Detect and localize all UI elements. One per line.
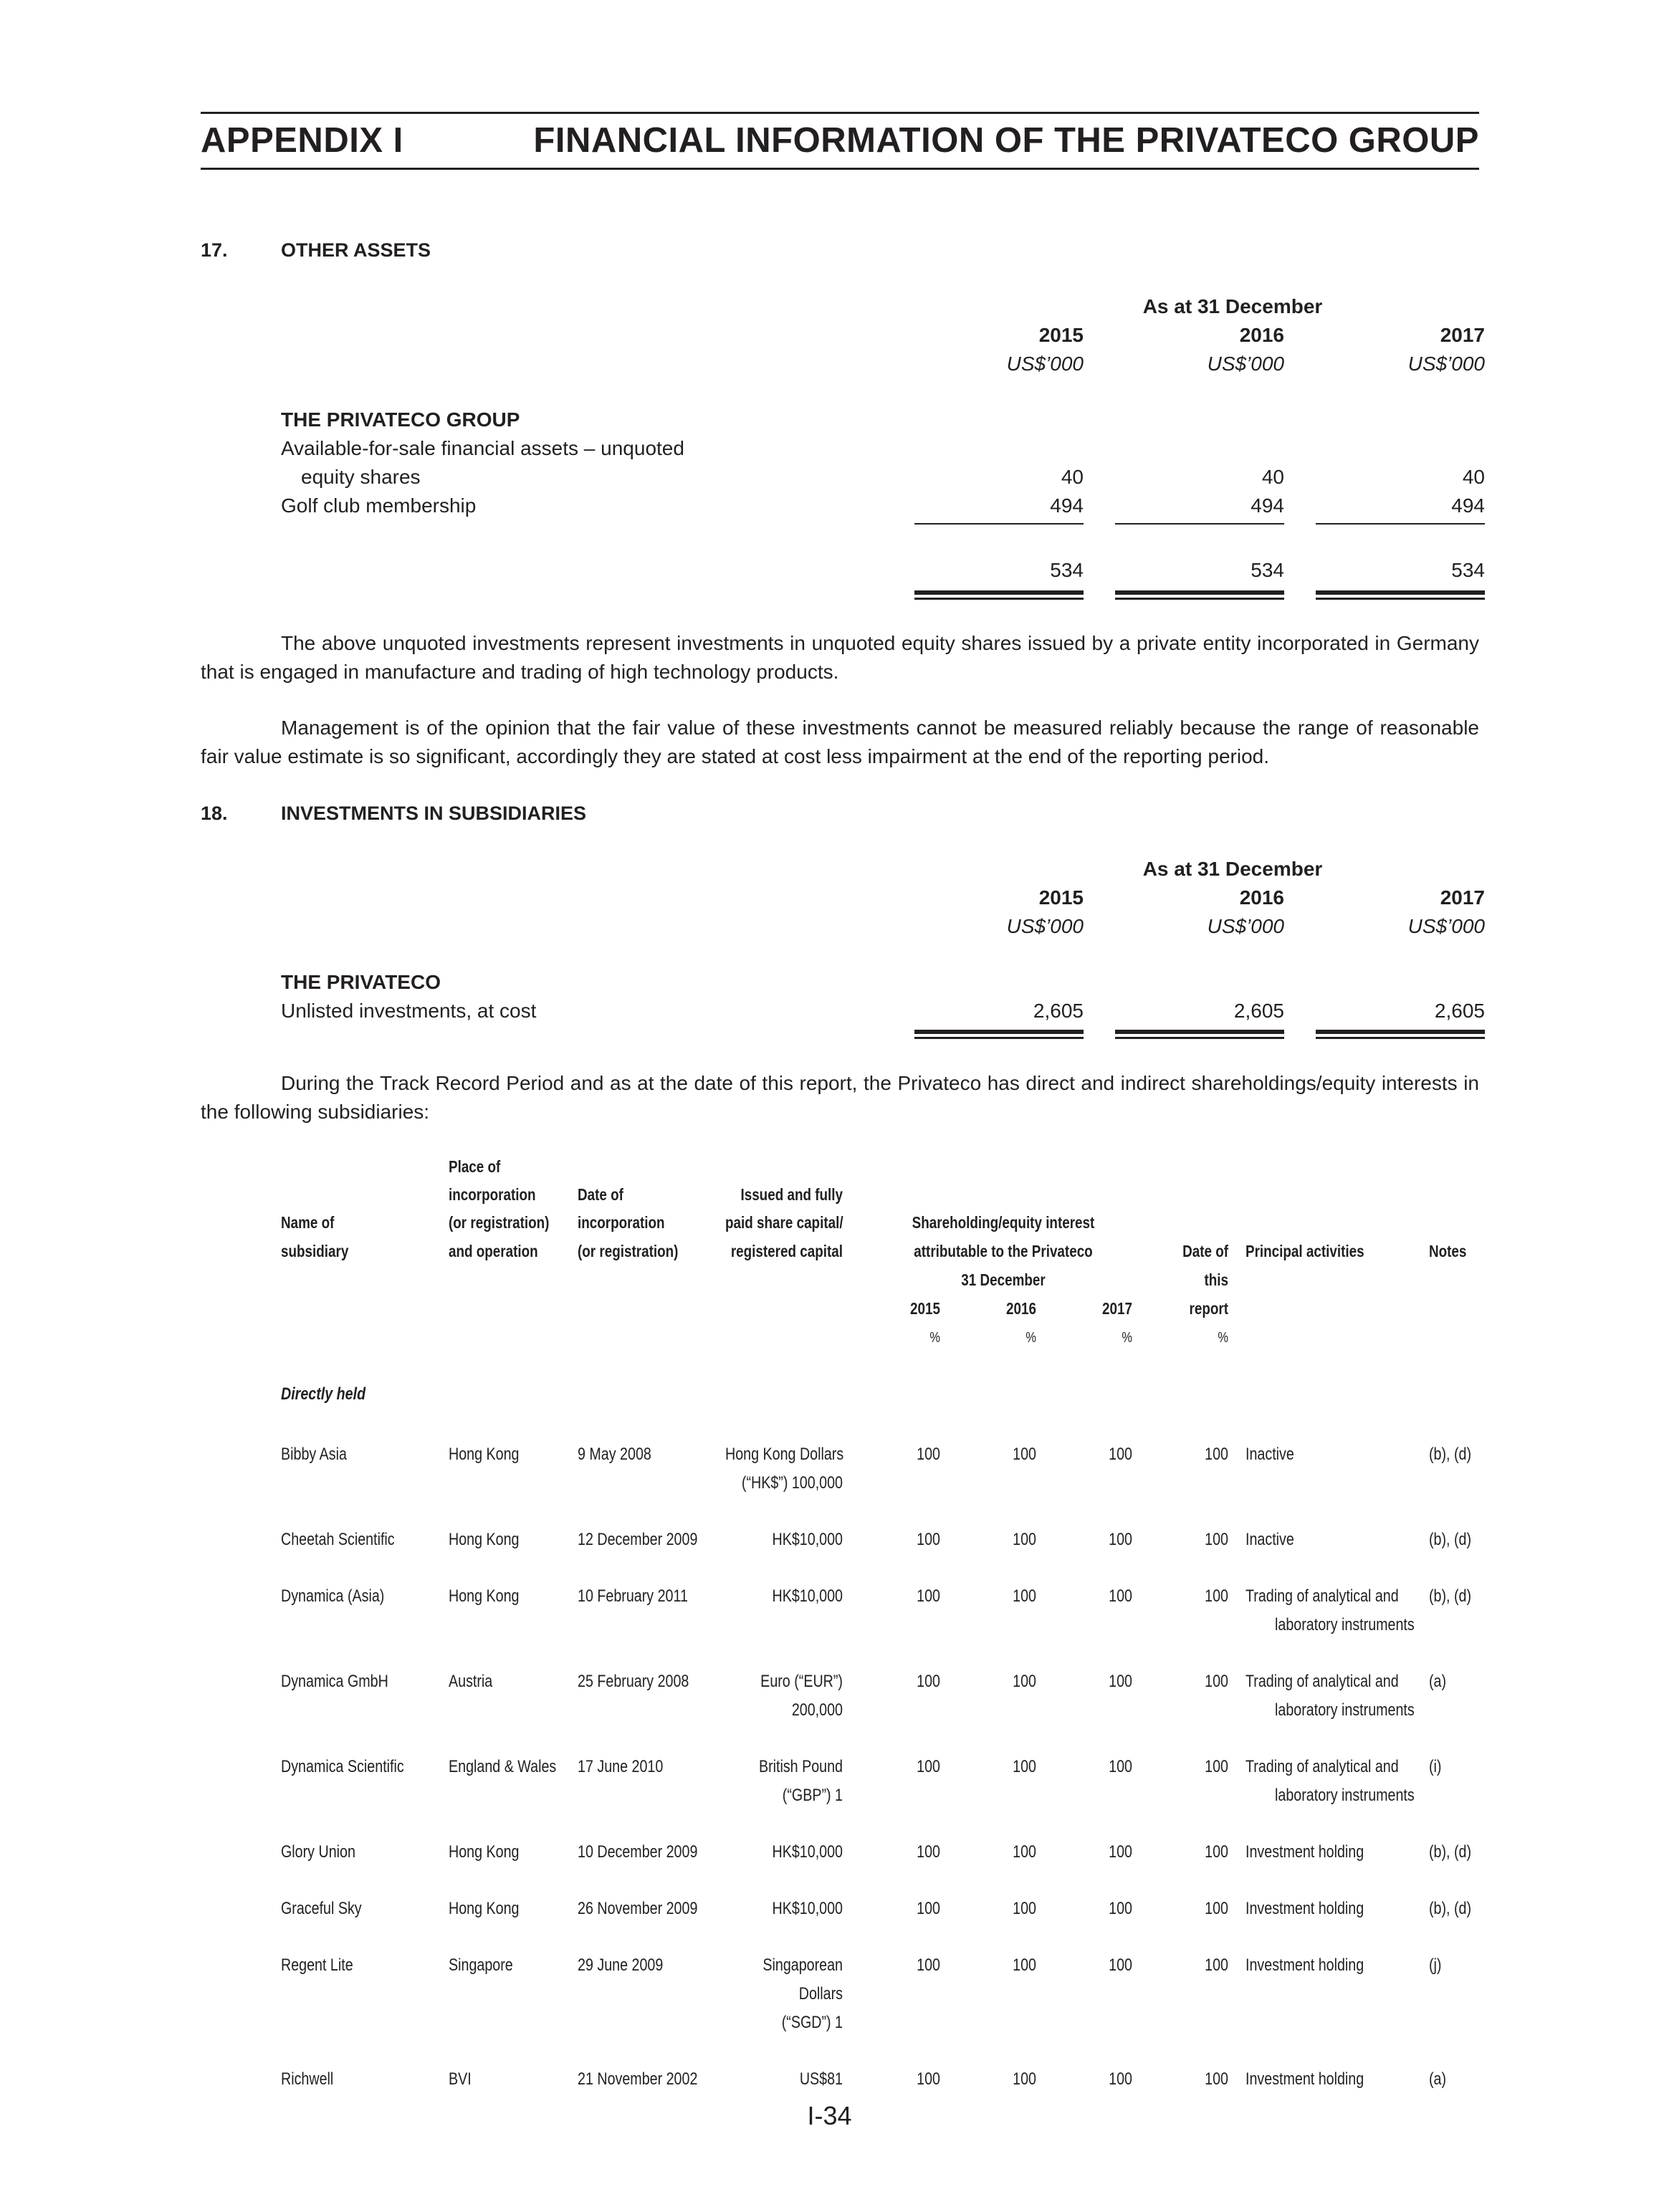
total-double-rule (914, 590, 1084, 600)
cell-place: England & Wales (449, 1757, 557, 1776)
section-title: OTHER ASSETS (281, 239, 431, 261)
page-number: I-34 (807, 2101, 852, 2130)
unit-header: US$’000 (1407, 353, 1485, 375)
cell-capital: HK$10,000 (772, 1586, 843, 1606)
cell-capital: 200,000 (791, 1700, 843, 1720)
year-header-2017: 2017 (1440, 324, 1485, 346)
percent-unit: % (929, 1330, 940, 1346)
cell-capital: British Pound (758, 1757, 843, 1776)
cell-capital: HK$10,000 (772, 1899, 843, 1918)
body-paragraph (201, 629, 1479, 686)
col-header-capital: Issued and fully (740, 1185, 843, 1204)
column-group-header: As at 31 December (1142, 295, 1323, 317)
cell-name: Richwell (281, 2069, 334, 2089)
cell-place: BVI (449, 2069, 472, 2089)
col-header-date: (or registration) (578, 1242, 679, 1260)
cell-p2015: 100 (917, 1955, 940, 1975)
cell-capital: HK$10,000 (772, 1842, 843, 1862)
value-cell: 494 (1251, 494, 1284, 517)
paragraph-text: Management is of the opinion that the fair value of these investments cannot be measured reliably because the range of reasonable fair value estimate is so significant, accordingly they are stated at cost less impairment at the end of the reporting period. (201, 717, 1479, 767)
cell-name: Graceful Sky (281, 1899, 362, 1918)
value-cell: 2,605 (1233, 1000, 1284, 1022)
cell-name: Glory Union (281, 1842, 355, 1862)
col-header-name: subsidiary (281, 1242, 349, 1260)
cell-p2017: 100 (1109, 2069, 1132, 2089)
cell-capital: HK$10,000 (772, 1530, 843, 1549)
table-subheading: Directly held (281, 1384, 366, 1404)
subtotal-rule (1115, 523, 1284, 525)
cell-date: 10 December 2009 (578, 1842, 698, 1862)
cell-capital: (“HK$”) 100,000 (741, 1473, 843, 1493)
cell-activity: Investment holding (1246, 1955, 1364, 1975)
col-header-activities: Principal activities (1246, 1242, 1364, 1260)
value-cell: 2,605 (1033, 1000, 1084, 1022)
col-header-2017: 2017 (1102, 1299, 1132, 1318)
cell-place: Hong Kong (449, 1842, 520, 1862)
cell-date: 26 November 2009 (578, 1899, 698, 1918)
cell-date: 29 June 2009 (578, 1955, 664, 1975)
cell-capital: Hong Kong Dollars (725, 1445, 844, 1464)
row-label: Available-for-sale financial assets – unquoted (281, 437, 684, 459)
col-header-name: Name of (281, 1213, 335, 1232)
col-header-place: (or registration) (449, 1213, 550, 1232)
unit-header: US$’000 (1006, 353, 1084, 375)
subtotal-rule (1316, 523, 1485, 525)
cell-name: Bibby Asia (281, 1445, 347, 1464)
cell-p2016: 100 (1013, 1899, 1036, 1918)
cell-date: 17 June 2010 (578, 1757, 664, 1776)
total-double-rule (914, 1030, 1084, 1039)
cell-date: 12 December 2009 (578, 1530, 698, 1549)
row-label: Unlisted investments, at cost (281, 1000, 537, 1022)
col-header-report: Date of (1182, 1242, 1228, 1260)
total-cell: 534 (1451, 559, 1485, 581)
cell-name: Dynamica Scientific (281, 1757, 404, 1776)
cell-p2016: 100 (1013, 1530, 1036, 1549)
cell-p2017: 100 (1109, 1955, 1132, 1975)
cell-date: 21 November 2002 (578, 2069, 698, 2089)
total-double-rule (1115, 1030, 1284, 1039)
value-cell: 40 (1061, 466, 1084, 488)
cell-activity: Investment holding (1246, 1899, 1364, 1918)
cell-p2015: 100 (917, 1899, 940, 1918)
cell-p2015: 100 (917, 1445, 940, 1464)
total-cell: 534 (1251, 559, 1284, 581)
percent-unit: % (1025, 1330, 1036, 1346)
col-header-shareholding: 31 December (961, 1270, 1046, 1289)
cell-activity: laboratory instruments (1275, 1700, 1415, 1720)
value-cell: 40 (1462, 466, 1485, 488)
cell-p2017: 100 (1109, 1672, 1132, 1691)
group-label: THE PRIVATECO GROUP (281, 408, 520, 431)
cell-p2016: 100 (1013, 1586, 1036, 1606)
cell-report: 100 (1205, 2069, 1228, 2089)
cell-date: 10 February 2011 (578, 1586, 688, 1606)
section-number: 17. (201, 239, 228, 261)
total-double-rule (1115, 590, 1284, 600)
cell-p2016: 100 (1013, 1842, 1036, 1862)
col-header-shareholding: attributable to the Privateco (914, 1242, 1093, 1260)
cell-notes: (i) (1429, 1757, 1442, 1776)
value-cell: 40 (1261, 466, 1284, 488)
unit-header: US$’000 (1207, 915, 1284, 937)
cell-p2017: 100 (1109, 1757, 1132, 1776)
cell-place: Hong Kong (449, 1530, 520, 1549)
header-bottom-rule (201, 168, 1479, 170)
cell-p2015: 100 (917, 1757, 940, 1776)
cell-notes: (a) (1429, 2069, 1447, 2089)
cell-activity: Trading of analytical and (1246, 1672, 1399, 1691)
cell-notes: (b), (d) (1429, 1530, 1472, 1549)
row-label: Golf club membership (281, 494, 477, 517)
group-label: THE PRIVATECO (281, 971, 441, 993)
cell-date: 25 February 2008 (578, 1672, 689, 1691)
cell-capital: (“SGD”) 1 (781, 2013, 843, 2032)
appendix-label: APPENDIX I (201, 121, 403, 160)
cell-place: Hong Kong (449, 1899, 520, 1918)
cell-activity: Investment holding (1246, 2069, 1364, 2089)
cell-activity: Inactive (1246, 1445, 1294, 1464)
cell-notes: (a) (1429, 1672, 1447, 1691)
cell-capital: Dollars (798, 1984, 843, 2003)
unit-header: US$’000 (1407, 915, 1485, 937)
col-header-2015: 2015 (910, 1299, 940, 1318)
unit-header: US$’000 (1207, 353, 1284, 375)
cell-report: 100 (1205, 1955, 1228, 1975)
cell-report: 100 (1205, 1586, 1228, 1606)
col-header-place: and operation (449, 1242, 538, 1260)
cell-report: 100 (1205, 1445, 1228, 1464)
cell-report: 100 (1205, 1899, 1228, 1918)
value-cell: 494 (1050, 494, 1084, 517)
cell-report: 100 (1205, 1842, 1228, 1862)
section-title: INVESTMENTS IN SUBSIDIARIES (281, 803, 587, 824)
year-header-2016: 2016 (1239, 886, 1284, 909)
cell-notes: (b), (d) (1429, 1586, 1472, 1606)
cell-capital: Euro (“EUR”) (760, 1672, 843, 1691)
cell-p2016: 100 (1013, 1445, 1036, 1464)
cell-p2016: 100 (1013, 2069, 1036, 2089)
header-top-rule (201, 112, 1479, 114)
cell-place: Austria (449, 1672, 493, 1691)
year-header-2017: 2017 (1440, 886, 1485, 909)
col-header-report: report (1189, 1299, 1228, 1318)
cell-activity: laboratory instruments (1275, 1786, 1415, 1805)
cell-p2015: 100 (917, 1586, 940, 1606)
cell-p2017: 100 (1109, 1530, 1132, 1549)
col-header-notes: Notes (1429, 1242, 1467, 1260)
cell-name: Cheetah Scientific (281, 1530, 395, 1549)
cell-place: Singapore (449, 1955, 513, 1975)
cell-notes: (j) (1429, 1955, 1442, 1975)
col-header-place: Place of (449, 1157, 501, 1176)
cell-p2017: 100 (1109, 1445, 1132, 1464)
body-paragraph (201, 714, 1479, 771)
total-cell: 534 (1050, 559, 1084, 581)
year-header-2015: 2015 (1038, 324, 1084, 346)
col-header-shareholding: Shareholding/equity interest (912, 1213, 1095, 1232)
cell-notes: (b), (d) (1429, 1899, 1472, 1918)
col-header-date: Date of (578, 1185, 623, 1204)
total-double-rule (1316, 590, 1485, 600)
unit-header: US$’000 (1006, 915, 1084, 937)
cell-place: Hong Kong (449, 1586, 520, 1606)
paragraph-text: The above unquoted investments represent investments in unquoted equity shares issued by a private entity incorporated in Germany that is engaged in manufacture and trading of high technology products. (201, 632, 1479, 683)
body-paragraph (201, 1069, 1479, 1126)
cell-report: 100 (1205, 1672, 1228, 1691)
cell-p2015: 100 (917, 1530, 940, 1549)
cell-place: Hong Kong (449, 1445, 520, 1464)
cell-activity: laboratory instruments (1275, 1615, 1415, 1634)
cell-activity: Investment holding (1246, 1842, 1364, 1862)
cell-report: 100 (1205, 1530, 1228, 1549)
paragraph-text: During the Track Record Period and as at the date of this report, the Privateco has direct and indirect shareholdings/equity interests in the following subsidiaries: (201, 1072, 1479, 1123)
cell-activity: Inactive (1246, 1530, 1294, 1549)
section-number: 18. (201, 803, 228, 824)
col-header-capital: paid share capital/ (725, 1213, 843, 1232)
percent-unit: % (1122, 1330, 1132, 1346)
cell-p2016: 100 (1013, 1955, 1036, 1975)
subtotal-rule (914, 523, 1084, 525)
cell-capital: Singaporean (762, 1955, 843, 1975)
page-title: FINANCIAL INFORMATION OF THE PRIVATECO GROUP (533, 121, 1479, 160)
column-group-header: As at 31 December (1142, 858, 1323, 880)
cell-activity: Trading of analytical and (1246, 1586, 1399, 1606)
value-cell: 494 (1451, 494, 1485, 517)
cell-capital: (“GBP”) 1 (782, 1786, 843, 1805)
cell-p2017: 100 (1109, 1586, 1132, 1606)
value-cell: 2,605 (1434, 1000, 1485, 1022)
cell-activity: Trading of analytical and (1246, 1757, 1399, 1776)
cell-date: 9 May 2008 (578, 1445, 651, 1464)
cell-name: Dynamica GmbH (281, 1672, 388, 1691)
cell-p2015: 100 (917, 2069, 940, 2089)
col-header-report: this (1204, 1270, 1228, 1289)
col-header-place: incorporation (449, 1185, 536, 1204)
cell-notes: (b), (d) (1429, 1842, 1472, 1862)
year-header-2016: 2016 (1239, 324, 1284, 346)
cell-notes: (b), (d) (1429, 1445, 1472, 1464)
col-header-2016: 2016 (1006, 1299, 1036, 1318)
total-double-rule (1316, 1030, 1485, 1039)
col-header-capital: registered capital (730, 1242, 843, 1260)
cell-p2015: 100 (917, 1672, 940, 1691)
cell-p2016: 100 (1013, 1757, 1036, 1776)
cell-p2017: 100 (1109, 1842, 1132, 1862)
percent-unit: % (1218, 1330, 1228, 1346)
cell-capital: US$81 (799, 2069, 843, 2089)
row-label: equity shares (301, 466, 421, 488)
cell-name: Regent Lite (281, 1955, 353, 1975)
cell-report: 100 (1205, 1757, 1228, 1776)
cell-p2015: 100 (917, 1842, 940, 1862)
year-header-2015: 2015 (1038, 886, 1084, 909)
cell-p2016: 100 (1013, 1672, 1036, 1691)
col-header-date: incorporation (578, 1213, 665, 1232)
cell-name: Dynamica (Asia) (281, 1586, 385, 1606)
cell-p2017: 100 (1109, 1899, 1132, 1918)
